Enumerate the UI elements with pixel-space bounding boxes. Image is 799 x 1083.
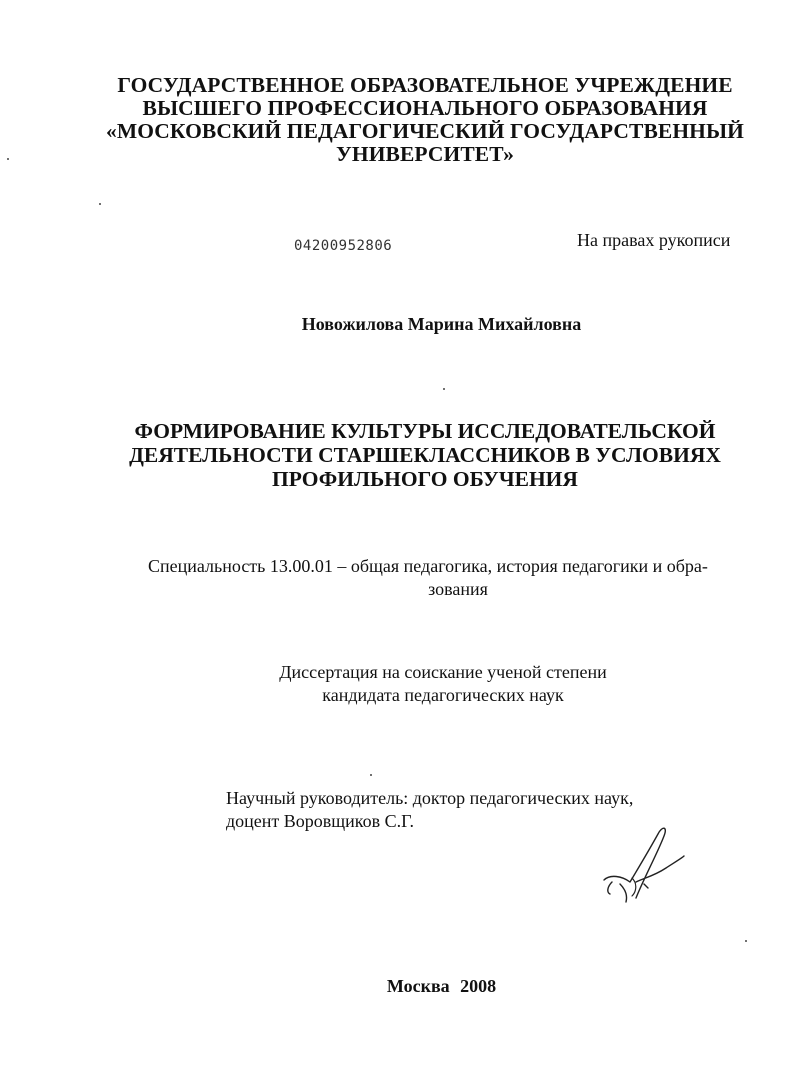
scan-speck — [745, 940, 747, 942]
scan-speck — [443, 388, 445, 390]
institution-line-3: «МОСКОВСКИЙ ПЕДАГОГИЧЕСКИЙ ГОСУДАРСТВЕННЫЙ — [105, 119, 745, 143]
city-and-year: Москва 2008 — [386, 976, 497, 996]
supervisor-line-1: Научный руководитель: доктор педагогических наук, — [226, 788, 634, 808]
scan-speck — [7, 158, 9, 160]
degree-line-2: кандидата педагогических наук — [322, 685, 564, 705]
document-code: 04200952806 — [294, 238, 393, 254]
degree-statement — [243, 661, 643, 707]
supervisor — [226, 787, 633, 833]
dissertation-title — [100, 419, 750, 491]
degree-line-1: Диссертация на соискание ученой степени — [279, 662, 607, 682]
scan-speck — [370, 774, 372, 776]
institution-line-2: ВЫСШЕГО ПРОФЕССИОНАЛЬНОГО ОБРАЗОВАНИЯ — [142, 96, 708, 120]
author-name: Новожилова Марина Михайловна — [301, 314, 582, 334]
rights-note: На правах рукописи — [577, 230, 731, 250]
title-line-2: ДЕЯТЕЛЬНОСТИ СТАРШЕКЛАССНИКОВ В УСЛОВИЯХ — [129, 443, 721, 467]
handwritten-signature — [592, 822, 688, 908]
supervisor-line-2: доцент Воровщиков С.Г. — [226, 811, 414, 831]
scan-speck — [99, 203, 101, 205]
institution-header — [100, 74, 750, 166]
institution-line-1: ГОСУДАРСТВЕННОЕ ОБРАЗОВАТЕЛЬНОЕ УЧРЕЖДЕНИЕ — [117, 73, 733, 97]
title-line-1: ФОРМИРОВАНИЕ КУЛЬТУРЫ ИССЛЕДОВАТЕЛЬСКОЙ — [134, 419, 716, 443]
title-line-3: ПРОФИЛЬНОГО ОБУЧЕНИЯ — [272, 467, 578, 491]
institution-line-4: УНИВЕРСИТЕТ» — [336, 142, 514, 166]
specialty — [148, 555, 748, 601]
specialty-line-1: Специальность 13.00.01 – общая педагогика, история педагогики и обра- — [148, 556, 708, 576]
specialty-line-2: зования — [428, 579, 488, 599]
